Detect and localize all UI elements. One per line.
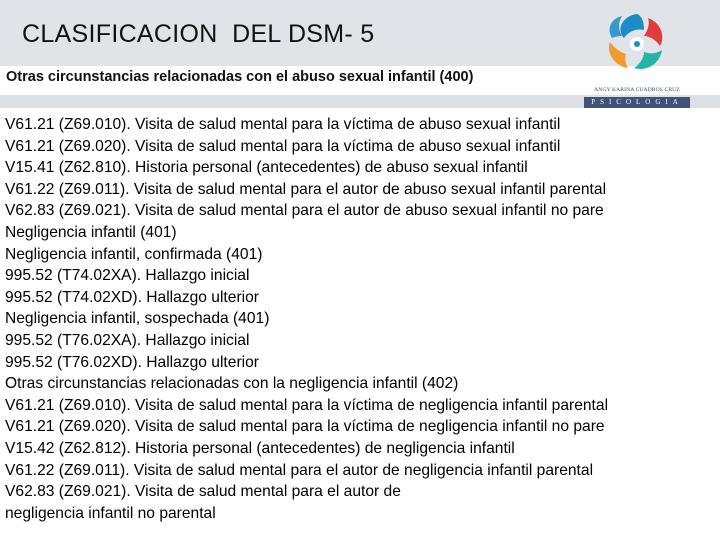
list-item: Negligencia infantil, confirmada (401)	[5, 245, 263, 263]
list-item: Negligencia infantil (401)	[5, 223, 177, 241]
list-item: Negligencia infantil, sospechada (401)	[5, 310, 270, 328]
classification-list	[5, 114, 717, 524]
logo-swirl-icon	[582, 8, 692, 88]
logo-department-bar	[584, 97, 690, 108]
list-item: 995.52 (T76.02XD). Hallazgo ulterior	[5, 353, 259, 371]
logo-department-label: PSICOLOGIA	[591, 98, 683, 106]
list-item: V61.22 (Z69.011). Visita de salud mental para el autor de abuso sexual infantil parental	[5, 180, 607, 198]
list-item: V15.42 (Z62.812). Historia personal (antecedentes) de negligencia infantil	[5, 439, 515, 457]
logo-owner-name: ANGY KARINA CUADROS CRUZ	[594, 87, 680, 93]
page-title: CLASIFICACION DEL DSM- 5	[22, 20, 375, 48]
list-item: negligencia infantil no parental	[5, 504, 216, 522]
list-item: V61.21 (Z69.020). Visita de salud mental para la víctima de abuso sexual infantil	[5, 137, 561, 155]
list-item: 995.52 (T74.02XA). Hallazgo inicial	[5, 267, 250, 285]
list-item: 995.52 (T76.02XA). Hallazgo inicial	[5, 331, 250, 349]
psychology-logo	[582, 8, 692, 112]
list-item: V61.21 (Z69.010). Visita de salud mental para la víctima de abuso sexual infantil	[5, 116, 561, 133]
list-item: V15.41 (Z62.810). Historia personal (antecedentes) de abuso sexual infantil	[5, 159, 528, 177]
list-item: V62.83 (Z69.021). Visita de salud mental para el autor de	[5, 483, 401, 501]
page-subtitle: Otras circunstancias relacionadas con el abuso sexual infantil (400)	[6, 69, 474, 85]
list-item: V61.21 (Z69.020). Visita de salud mental para la víctima de negligencia infantil no pare	[5, 418, 605, 436]
list-item: V62.83 (Z69.021). Visita de salud mental para el autor de abuso sexual infantil no pare	[5, 202, 604, 220]
list-item: V61.21 (Z69.010). Visita de salud mental para la víctima de negligencia infantil parental	[5, 396, 609, 414]
list-item: V61.22 (Z69.011). Visita de salud mental para el autor de negligencia infantil parental	[5, 461, 594, 479]
list-item: 995.52 (T74.02XD). Hallazgo ulterior	[5, 288, 259, 306]
list-item: Otras circunstancias relacionadas con la negligencia infantil (402)	[5, 375, 459, 393]
